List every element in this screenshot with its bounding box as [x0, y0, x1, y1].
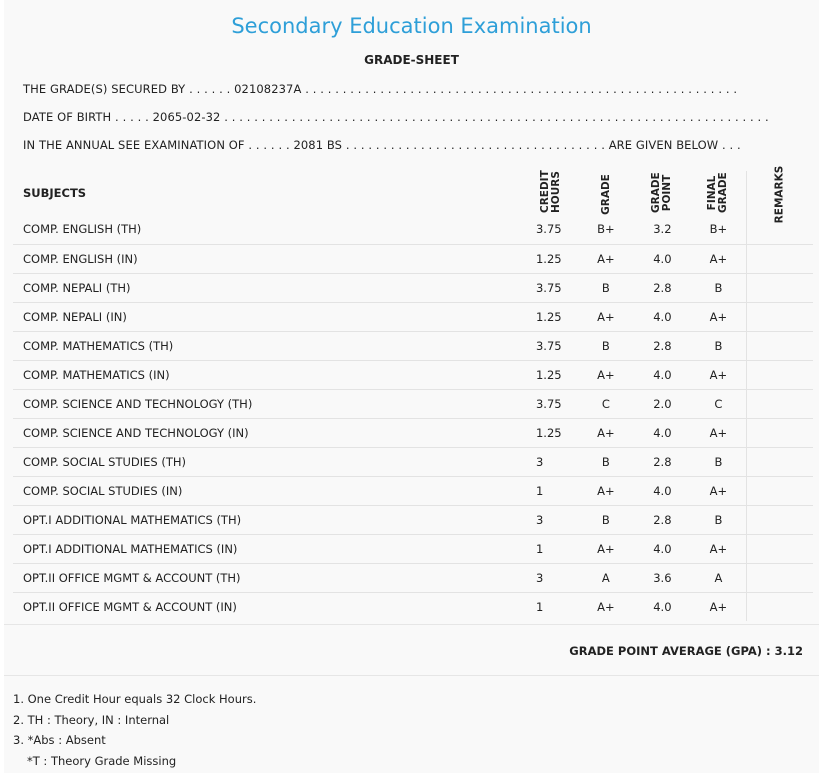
- secured-by-label: THE GRADE(S) SECURED BY . . . . . .: [23, 82, 235, 96]
- credit-hours-cell: 3: [535, 570, 544, 585]
- page-title: Secondary Education Examination: [231, 14, 592, 38]
- header-remarks-label: REMARKS: [773, 165, 786, 224]
- grade-point-cell: 4.0: [653, 425, 672, 440]
- table-row: [13, 215, 813, 244]
- table-bottom-divider: [4, 624, 819, 625]
- final-grade-cell: A+: [709, 483, 728, 498]
- grade-point-cell: 4.0: [653, 483, 672, 498]
- remarks-cell: [747, 302, 813, 331]
- subject-cell: COMP. NEPALI (TH): [23, 280, 131, 295]
- grade-point-cell: 2.8: [653, 338, 672, 353]
- table-row: [13, 418, 813, 447]
- grade-cell: A+: [597, 541, 615, 556]
- header-final-grade-label: FINAL GRADE: [706, 172, 730, 213]
- grade-point-cell: 4.0: [653, 599, 672, 614]
- subject-cell: COMP. NEPALI (IN): [23, 309, 127, 324]
- subject-cell: OPT.I ADDITIONAL MATHEMATICS (TH): [23, 512, 242, 527]
- dob-dots: . . . . . . . . . . . . . . . . . . . . . . . . . . . . . . . . . . . . . . . . . . . . . . . . . . . . . . . . . . . . . . . . . . . . . . . . .: [220, 110, 769, 124]
- final-grade-cell: A+: [709, 367, 728, 382]
- final-grade-cell: A+: [709, 599, 728, 614]
- credit-hours-cell: 3.75: [535, 396, 562, 411]
- symbol-number: 02108237A: [234, 82, 302, 96]
- credit-hours-cell: 3.75: [535, 222, 562, 237]
- header-grade-point-label: GRADE POINT: [650, 172, 674, 213]
- remarks-cell: [747, 476, 813, 505]
- note-item: *T : Theory Grade Missing: [27, 753, 177, 768]
- table-row: [13, 563, 813, 592]
- table-row: [13, 505, 813, 534]
- header-subjects: SUBJECTS: [23, 186, 87, 200]
- grade-cell: A: [601, 570, 610, 585]
- table-row: [13, 447, 813, 476]
- final-grade-cell: A+: [709, 425, 728, 440]
- table-row: [13, 592, 813, 621]
- grade-point-cell: 4.0: [653, 541, 672, 556]
- note-item: 2. TH : Theory, IN : Internal: [13, 712, 170, 727]
- grade-cell: B: [601, 338, 610, 353]
- notes: [13, 689, 256, 771]
- secured-by-line: [23, 82, 737, 96]
- credit-hours-cell: 3.75: [535, 338, 562, 353]
- grade-cell: B: [601, 454, 610, 469]
- remarks-cell: [747, 273, 813, 302]
- table-row: [13, 273, 813, 302]
- dob-line: [23, 110, 769, 124]
- credit-hours-cell: 3.75: [535, 280, 562, 295]
- table-row: [13, 302, 813, 331]
- grade-cell: A+: [597, 251, 615, 266]
- final-grade-cell: B: [714, 512, 723, 527]
- grade-point-cell: 4.0: [653, 251, 672, 266]
- remarks-cell: [747, 563, 813, 592]
- subject-cell: COMP. SOCIAL STUDIES (IN): [23, 483, 183, 498]
- grade-cell: A+: [597, 483, 615, 498]
- exam-label: IN THE ANNUAL SEE EXAMINATION OF . . . . . .: [23, 138, 294, 152]
- table-row: [13, 360, 813, 389]
- grade-point-cell: 2.8: [653, 454, 672, 469]
- header-grade-point: [634, 171, 691, 215]
- header-credit-hours: [524, 171, 578, 215]
- final-grade-cell: B: [714, 338, 723, 353]
- grade-cell: A+: [597, 599, 615, 614]
- subject-cell: OPT.II OFFICE MGMT & ACCOUNT (TH): [23, 570, 241, 585]
- header-grade-label: GRADE: [599, 174, 612, 215]
- gpa-label: GRADE POINT AVERAGE (GPA) :: [569, 644, 775, 658]
- credit-hours-cell: 3: [535, 512, 544, 527]
- grade-table-body: [13, 215, 813, 621]
- final-grade-cell: A: [714, 570, 723, 585]
- final-grade-cell: A+: [709, 251, 728, 266]
- header-credit-hours-label: CREDIT HOURS: [538, 170, 562, 213]
- gpa-value: 3.12: [774, 644, 803, 658]
- grade-cell: A+: [597, 367, 615, 382]
- grade-cell: B+: [597, 222, 615, 237]
- remarks-cell: [747, 331, 813, 360]
- grade-point-cell: 3.2: [653, 222, 672, 237]
- subject-cell: OPT.I ADDITIONAL MATHEMATICS (IN): [23, 541, 238, 556]
- table-row: [13, 389, 813, 418]
- table-row: [13, 331, 813, 360]
- remarks-cell: [747, 592, 813, 621]
- credit-hours-cell: 1: [535, 483, 544, 498]
- subject-cell: COMP. SCIENCE AND TECHNOLOGY (IN): [23, 425, 249, 440]
- notes-divider: [4, 675, 819, 676]
- note-item: 3. *Abs : Absent: [13, 733, 106, 747]
- grade-point-cell: 2.8: [653, 280, 672, 295]
- grade-point-cell: 4.0: [653, 309, 672, 324]
- secured-by-dots: . . . . . . . . . . . . . . . . . . . . . . . . . . . . . . . . . . . . . . . . . . . . . . . . . . . . . . . . . .: [301, 82, 738, 96]
- grade-point-cell: 2.0: [653, 396, 672, 411]
- grade-point-cell: 3.6: [653, 570, 672, 585]
- credit-hours-cell: 1: [535, 599, 544, 614]
- subject-cell: COMP. SOCIAL STUDIES (TH): [23, 454, 187, 469]
- final-grade-cell: A+: [709, 541, 728, 556]
- dob-value: 2065-02-32: [152, 110, 221, 124]
- grade-cell: A+: [597, 309, 615, 324]
- page-subtitle: GRADE-SHEET: [364, 53, 459, 67]
- remarks-cell: [747, 418, 813, 447]
- credit-hours-cell: 1: [535, 541, 544, 556]
- grade-point-cell: 4.0: [653, 367, 672, 382]
- final-grade-cell: B: [714, 454, 723, 469]
- subject-cell: COMP. SCIENCE AND TECHNOLOGY (TH): [23, 396, 253, 411]
- credit-hours-cell: 1.25: [535, 251, 562, 266]
- dob-label: DATE OF BIRTH . . . . .: [23, 110, 153, 124]
- credit-hours-cell: 3: [535, 454, 544, 469]
- remarks-cell: [747, 534, 813, 563]
- final-grade-cell: B+: [709, 222, 728, 237]
- final-grade-cell: B: [714, 280, 723, 295]
- grade-table-header: [13, 171, 813, 215]
- gpa-line: [569, 644, 803, 658]
- grade-cell: A+: [597, 425, 615, 440]
- grade-cell: B: [601, 512, 610, 527]
- subject-cell: COMP. ENGLISH (TH): [23, 222, 142, 237]
- remarks-cell: [747, 389, 813, 418]
- grade-point-cell: 2.8: [653, 512, 672, 527]
- subject-cell: COMP. MATHEMATICS (TH): [23, 338, 174, 353]
- remarks-cell: [747, 447, 813, 476]
- credit-hours-cell: 1.25: [535, 309, 562, 324]
- header-final-grade: [691, 171, 747, 215]
- subject-cell: COMP. ENGLISH (IN): [23, 251, 138, 266]
- exam-year: 2081 BS: [293, 138, 343, 152]
- table-row: [13, 534, 813, 563]
- table-row: [13, 244, 813, 273]
- remarks-cell: [747, 505, 813, 534]
- remarks-cell: [747, 360, 813, 389]
- remarks-cell: [747, 244, 813, 273]
- note-item: 1. One Credit Hour equals 32 Clock Hours.: [13, 692, 257, 706]
- grade-table: [13, 165, 813, 621]
- final-grade-cell: C: [714, 396, 723, 411]
- subject-cell: COMP. MATHEMATICS (IN): [23, 367, 170, 382]
- final-grade-cell: A+: [709, 309, 728, 324]
- credit-hours-cell: 1.25: [535, 425, 562, 440]
- header-grade: [578, 171, 635, 215]
- exam-dots: . . . . . . . . . . . . . . . . . . . . . . . . . . . . . . . . . . . ARE GIVEN BELOW . . .: [342, 138, 741, 152]
- credit-hours-cell: 1.25: [535, 367, 562, 382]
- exam-line: [23, 138, 741, 152]
- grade-cell: B: [601, 280, 610, 295]
- table-row: [13, 476, 813, 505]
- header-remarks: [747, 165, 813, 224]
- subject-cell: OPT.II OFFICE MGMT & ACCOUNT (IN): [23, 599, 237, 614]
- grade-cell: C: [601, 396, 610, 411]
- grade-sheet: [4, 0, 819, 773]
